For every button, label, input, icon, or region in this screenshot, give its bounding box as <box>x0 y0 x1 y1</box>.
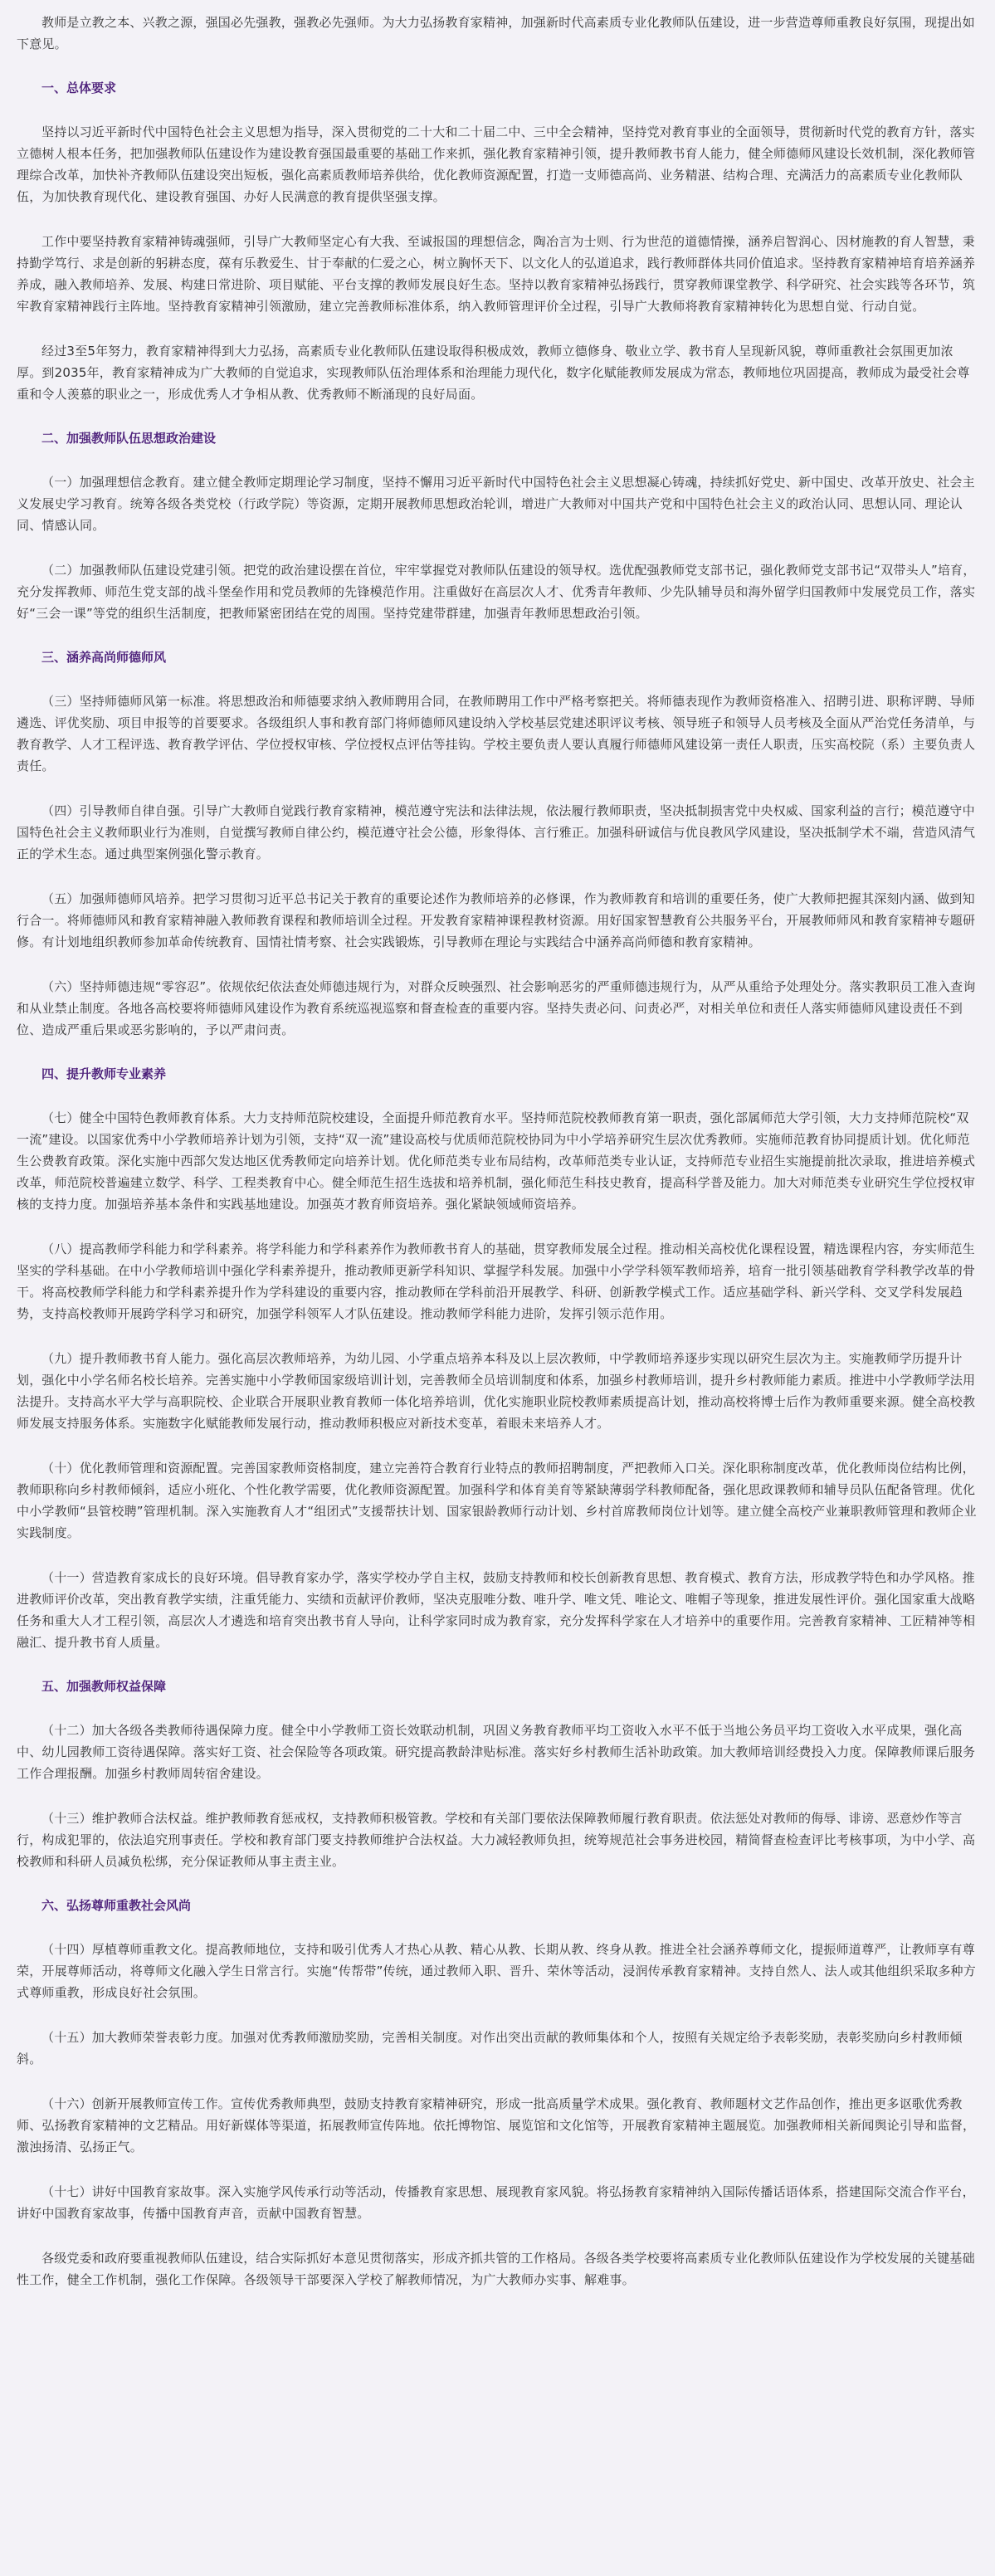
section-5-paragraph-1: （十二）加大各级各类教师待遇保障力度。健全中小学教师工资长效联动机制，巩固义务教育教师平均工资收入水平不低于当地公务员平均工资收入水平成果，强化高中、幼儿园教师工资待遇保障。落实好工资、社会保险等各项政策。研究提高教龄津贴标准。落实好乡村教师生活补助政策。加大教师培训经费投入力度。保障教师课后服务工作合理报酬。加强乡村教师周转宿舍建设。 <box>17 1723 976 1781</box>
section-1-paragraph-1: 坚持以习近平新时代中国特色社会主义思想为指导，深入贯彻党的二十大和二十届二中、三中全会精神，坚持党对教育事业的全面领导，贯彻新时代党的教育方针，落实立德树人根本任务，把加强教师队伍建设作为建设教育强国最重要的基础工作来抓，强化教育家精神引领，提升教师教书育人能力，健全师德师风建设长效机制，深化教师管理综合改革，加快补齐教师队伍建设突出短板，强化高素质教师培养供给，优化教师资源配置，打造一支师德高尚、业务精湛、结构合理、充满活力的高素质专业化教师队伍，为加快教育现代化、建设教育强国、办好人民满意的教育提供坚强支撑。 <box>17 124 976 204</box>
section-6-paragraph-4: （十七）讲好中国教育家故事。深入实施学风传承行动等活动，传播教育家思想、展现教育家风貌。将弘扬教育家精神纳入国际传播话语体系，搭建国际交流合作平台，讲好中国教育家故事，传播中国教育声音，贡献中国教育智慧。 <box>17 2184 975 2221</box>
section-1-paragraph-2: 工作中要坚持教育家精神铸魂强师，引导广大教师坚定心有大我、至诚报国的理想信念，陶冶言为士则、行为世范的道德情操，涵养启智润心、因材施教的育人智慧，秉持勤学笃行、求是创新的躬耕态度，葆有乐教爱生、甘于奉献的仁爱之心，树立胸怀天下、以文化人的弘道追求，践行教师群体共同价值追求。坚持教育家精神培育培养涵养养成，融入教师培养、发展、构建日常进阶、项目赋能、平台支撑的教师发展良好生态。坚持以教育家精神弘扬践行，贯穿教师课堂教学、科学研究、社会实践等各环节，筑牢教育家精神践行主阵地。坚持教育家精神引领激励，建立完善教师标准体系，纳入教师管理评价全过程，引导广大教师将教育家精神转化为思想自觉、行动自觉。 <box>17 234 976 314</box>
section-heading-6: 六、弘扬尊师重教社会风尚 <box>41 1898 192 1913</box>
section-rights-protection <box>17 1676 978 1872</box>
section-4-paragraph-5: （十一）营造教育家成长的良好环境。倡导教育家办学，落实学校办学自主权，鼓励支持教师和校长创新教育思想、教育模式、教育方法，形成教学特色和办学风格。推进教师评价改革，突出教育教学实绩，注重凭能力、实绩和贡献评价教师，坚决克服唯分数、唯升学、唯文凭、唯论文、唯帽子等现象，推进发展性评价。强化国家重大战略任务和重大人才工程引领，高层次人才遴选和培育突出教书育人导向，让科学家同时成为教育家，充分发挥科学家在人才培养中的重要作用。完善教育家精神、工匠精神等相融汇、提升教书育人质量。 <box>17 1570 976 1650</box>
section-heading-2: 二、加强教师队伍思想政治建设 <box>41 431 217 446</box>
section-5-paragraph-2: （十三）维护教师合法权益。维护教师教育惩戒权，支持教师积极管教。学校和有关部门要依法保障教师履行教育职责。依法惩处对教师的侮辱、诽谤、恶意炒作等言行，构成犯罪的，依法追究刑事责任。学校和教育部门要支持教师维护合法权益。大力减轻教师负担，统筹规范社会事务进校园，精简督查检查评比考核事项，为中小学、高校教师和科研人员减负松绑，充分保证教师从事主责主业。 <box>17 1811 976 1869</box>
section-3-paragraph-1: （三）坚持师德师风第一标准。将思想政治和师德要求纳入教师聘用合同，在教师聘用工作中严格考察把关。将师德表现作为教师资格准入、招聘引进、职称评聘、导师遴选、评优奖励、项目申报等的首要要求。各级组织人事和教育部门将师德师风建设纳入学校基层党建述职评议考核、领导班子和领导人员考核及全面从严治党任务清单，与教育教学、人才工程评选、教育教学评估、学位授权审核、学位授权点评估等挂钩。学校主要负责人要认真履行师德师风建设第一责任人职责，压实高校院（系）主要负责人责任。 <box>17 694 976 773</box>
section-social-atmosphere <box>17 1895 978 2291</box>
section-3-paragraph-4: （六）坚持师德违规“零容忍”。依规依纪依法查处师德违规行为，对群众反映强烈、社会影响恶劣的严重师德违规行为，从严从重给予处理处分。落实教职员工准入查询和从业禁止制度。各地各高校要将师德师风建设作为教育系统巡视巡察和督查检查的重要内容。坚持失责必问、问责必严，对相关单位和责任人落实师德师风建设责任不到位、造成严重后果或恶劣影响的，予以严肃问责。 <box>17 979 976 1037</box>
section-4-paragraph-1: （七）健全中国特色教师教育体系。大力支持师范院校建设，全面提升师范教育水平。坚持师范院校教师教育第一职责，强化部属师范大学引领，大力支持师范院校“双一流”建设。以国家优秀中小学教师培养计划为引领，支持“双一流”建设高校与优质师范院校协同为中小学培养研究生层次优秀教师。实施师范教育协同提质计划。优化师范生公费教育政策。深化实施中西部欠发达地区优秀教师定向培养计划。优化师范类专业布局结构，改革师范类专业认证，支持师范专业招生实施提前批次录取，推进培养模式改革，师范院校普遍建立数学、科学、工程类教育中心。健全师范生招生选拔和培养机制，强化师范生科技史教育，提高科学普及能力。加大对师范类专业研究生学位授权审核的支持力度。加强培养基本条件和实践基地建设。加强英才教育师资培养。强化紧缺领域师资培养。 <box>17 1110 976 1212</box>
section-heading-4: 四、提升教师专业素养 <box>41 1066 167 1081</box>
section-heading-3: 三、涵养高尚师德师风 <box>41 650 167 665</box>
section-heading-1: 一、总体要求 <box>41 80 117 95</box>
section-4-paragraph-3: （九）提升教师教书育人能力。强化高层次教师培养，为幼儿园、小学重点培养本科及以上层次教师，中学教师培养逐步实现以研究生层次为主。实施教师学历提升计划，强化中小学名师名校长培养。完善实施中小学教师国家级培训计划，完善教师全员培训制度和体系，加强乡村教师培训，提升乡村教师能力素质。推进中小学教师学法用法提升。支持高水平大学与高职院校、企业联合开展职业教育教师一体化培养培训，优化实施职业院校教师素质提高计划，推动高校将博士后作为教师重要来源。健全高校教师发展支持服务体系。实施数字化赋能教师发展行动，推动教师积极应对新技术变革，着眼未来培养人才。 <box>17 1351 976 1431</box>
section-3-paragraph-3: （五）加强师德师风培养。把学习贯彻习近平总书记关于教育的重要论述作为教师培养的必修课，作为教师教育和培训的重要任务，使广大教师把握其深刻内涵、做到知行合一。将师德师风和教育家精神融入教师教育课程和教师培训全过程。开发教育家精神课程教材资源。用好国家智慧教育公共服务平台，开展教师师风和教育家精神专题研修。有计划地组织教师参加革命传统教育、国情社情考察、社会实践锻炼，引导教师在理论与实践结合中涵养高尚师德和教育家精神。 <box>17 891 976 949</box>
section-heading-5: 五、加强教师权益保障 <box>41 1679 167 1694</box>
section-professional-quality <box>17 1064 978 1653</box>
section-6-paragraph-2: （十五）加大教师荣誉表彰力度。加强对优秀教师激励奖励，完善相关制度。对作出突出贡献的教师集体和个人，按照有关规定给予表彰奖励，表彰奖励向乡村教师倾斜。 <box>17 2030 963 2066</box>
section-6-paragraph-1: （十四）厚植尊师重教文化。提高教师地位，支持和吸引优秀人才热心从教、精心从教、长期从教、终身从教。推进全社会涵养尊师文化，提振师道尊严，让教师享有尊荣，开展尊师活动，将尊师文化融入学生日常言行。实施“传帮带”传统，通过教师入职、晋升、荣休等活动，浸润传承教育家精神。支持自然人、法人或其他组织采取多种方式尊师重教，形成良好社会氛围。 <box>17 1942 976 2000</box>
section-3-paragraph-2: （四）引导教师自律自强。引导广大教师自觉践行教育家精神，模范遵守宪法和法律法规，依法履行教师职责，坚决抵制损害党中央权威、国家利益的言行；模范遵守中国特色社会主义教师职业行为准则，自觉撰写教师自律公约，模范遵守社会公德，形象得体、言行雅正。加强科研诚信与优良教风学风建设，坚决抵制学术不端，营造风清气正的学术生态。通过典型案例强化警示教育。 <box>17 803 976 861</box>
intro-paragraph: 教师是立教之本、兴教之源，强国必先强教，强教必先强师。为大力弘扬教育家精神，加强新时代高素质专业化教师队伍建设，进一步营造尊师重教良好氛围，现提出如下意见。 <box>17 15 975 51</box>
section-teacher-ethics <box>17 647 978 1041</box>
section-overall-requirements <box>17 78 978 405</box>
section-4-paragraph-2: （八）提高教师学科能力和学科素养。将学科能力和学科素养作为教师教书育人的基础，贯穿教师发展全过程。推动相关高校优化课程设置，精选课程内容，夯实师范生坚实的学科基础。在中小学教师培训中强化学科素养提升，推动教师更新学科知识、掌握学科发展。加强中小学学科领军教师培养，培育一批引领基础教育学科教学改革的骨干。将高校教师学科能力和学科素养提升作为学科建设的重要内容，推动教师在学科前沿开展教学、科研、创新教学模式工作。适应基础学科、新兴学科、交叉学科发展趋势，支持高校教师开展跨学科学习和研究，加强学科领军人才队伍建设。推动教师学科能力进阶，发挥引领示范作用。 <box>17 1242 976 1321</box>
closing-paragraph: 各级党委和政府要重视教师队伍建设，结合实际抓好本意见贯彻落实，形成齐抓共管的工作格局。各级各类学校要将高素质专业化教师队伍建设作为学校发展的关键基础性工作，健全工作机制，强化工作保障。各级领导干部要深入学校了解教师情况，为广大教师办实事、解难事。 <box>17 2251 975 2287</box>
article-body <box>17 12 978 2291</box>
section-2-paragraph-2: （二）加强教师队伍建设党建引领。把党的政治建设摆在首位，牢牢掌握党对教师队伍建设的领导权。选优配强教师党支部书记，强化教师党支部书记“双带头人”培育，充分发挥教师、师范生党支部的战斗堡垒作用和党员教师的先锋模范作用。注重做好在高层次人才、优秀青年教师、少先队辅导员和海外留学归国教师中发展党员工作，落实好“三会一课”等党的组织生活制度，把教师紧密团结在党的周围。坚持党建带群建，加强青年教师思想政治引领。 <box>17 563 976 621</box>
section-6-paragraph-3: （十六）创新开展教师宣传工作。宣传优秀教师典型，鼓励支持教育家精神研究，形成一批高质量学术成果。强化教育、教师题材文艺作品创作，推出更多讴歌优秀教师、弘扬教育家精神的文艺精品。用好新媒体等渠道，拓展教师宣传阵地。依托博物馆、展览馆和文化馆等，开展教育家精神主题展览。加强教师相关新闻舆论引导和监督，激浊扬清、弘扬正气。 <box>17 2096 976 2154</box>
section-4-paragraph-4: （十）优化教师管理和资源配置。完善国家教师资格制度，建立完善符合教育行业特点的教师招聘制度，严把教师入口关。深化职称制度改革，优化教师岗位结构比例，教师职称向乡村教师倾斜，适应小班化、个性化教学需要，优化教师资源配置。加强科学和体育美育等紧缺薄弱学科教师配备，强化思政课教师和辅导员队伍配备管理。优化中小学教师“县管校聘”管理机制。深入实施教育人才“组团式”支援帮扶计划、国家银龄教师行动计划、乡村首席教师岗位计划等。建立健全高校产业兼职教师管理和教师企业实践制度。 <box>17 1461 977 1540</box>
section-political-building <box>17 428 978 624</box>
section-2-paragraph-1: （一）加强理想信念教育。建立健全教师定期理论学习制度，坚持不懈用习近平新时代中国特色社会主义思想凝心铸魂，持续抓好党史、新中国史、改革开放史、社会主义发展史学习教育。统筹各级各类党校（行政学院）等资源，定期开展教师思想政治轮训，增进广大教师对中国共产党和中国特色社会主义的政治认同、思想认同、理论认同、情感认同。 <box>17 475 975 533</box>
section-1-paragraph-3: 经过3至5年努力，教育家精神得到大力弘扬，高素质专业化教师队伍建设取得积极成效，教师立德修身、敬业立学、教书育人呈现新风貌，尊师重教社会氛围更加浓厚。到2035年，教育家精神成为广大教师的自觉追求，实现教师队伍治理体系和治理能力现代化，数字化赋能教师发展成为常态，教师地位巩固提高，教师成为最受社会尊重和令人羡慕的职业之一，形成优秀人才争相从教、优秀教师不断涌现的良好局面。 <box>17 344 970 402</box>
